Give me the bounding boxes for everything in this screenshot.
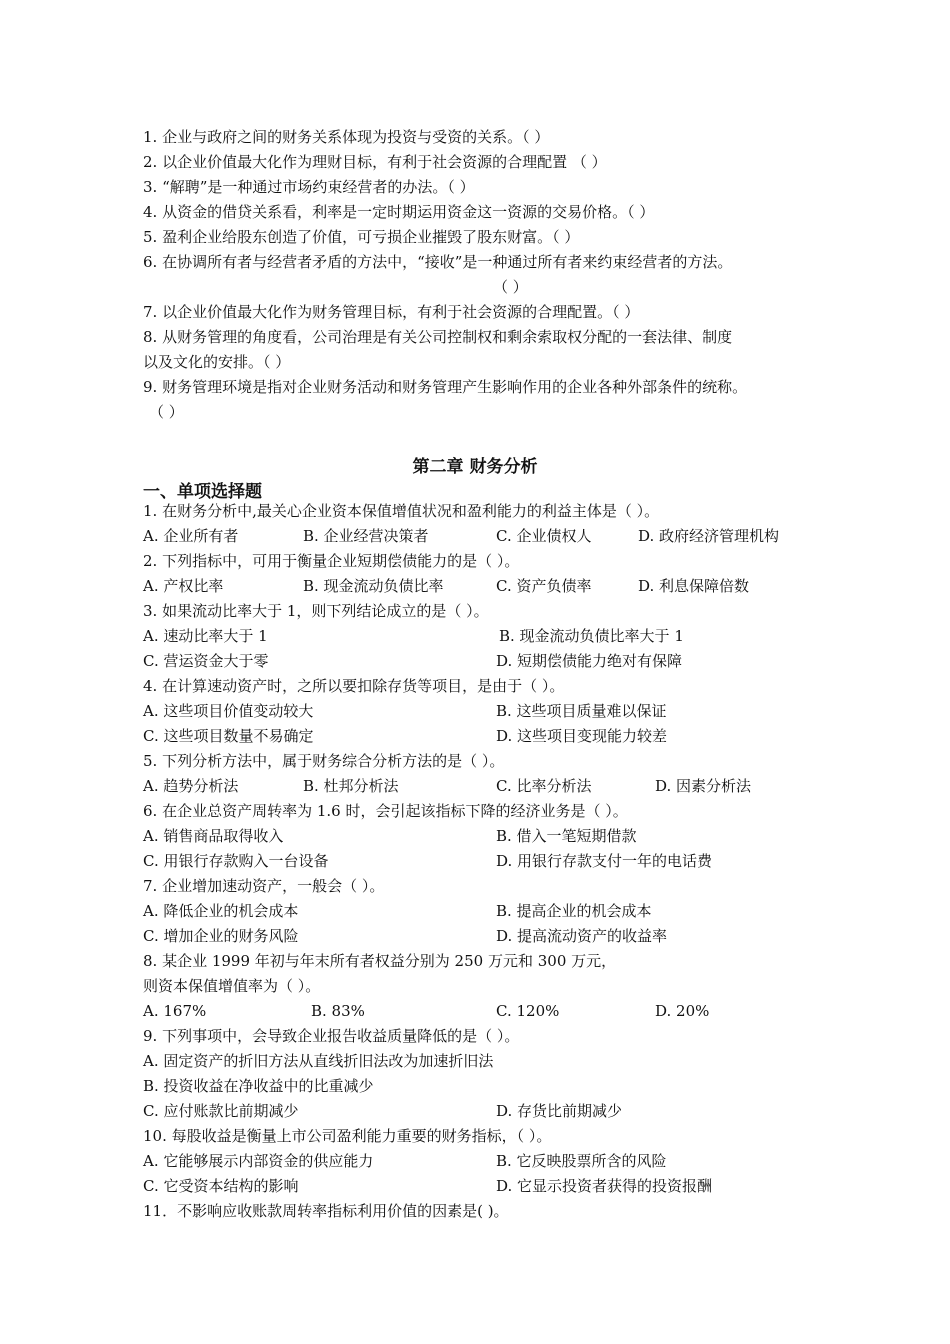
question-6: 6. 在企业总资产周转率为 1.6 时，会引起该指标下降的经济业务是（ ）。 [143,802,628,820]
q8-option-d: D. 20% [655,1002,710,1020]
q3-option-c: C. 营运资金大于零 [143,652,269,670]
q5-option-c: C. 比率分析法 [496,777,592,795]
q7-option-d: D. 提高流动资产的收益率 [496,927,668,945]
judge-item-1: 1. 企业与政府之间的财务关系体现为投资与受资的关系。（ ） [143,128,550,146]
q2-option-a: A. 产权比率 [143,577,224,595]
q4-option-d: D. 这些项目变现能力较差 [496,727,668,745]
judge-item-5: 5. 盈利企业给股东创造了价值，可亏损企业摧毁了股东财富。（ ） [143,228,580,246]
judge-item-2: 2. 以企业价值最大化作为理财目标，有利于社会资源的合理配置 （ ） [143,153,607,171]
q6-option-a: A. 销售商品取得收入 [143,827,284,845]
q5-option-d: D. 因素分析法 [655,777,752,795]
q8-option-a: A. 167% [143,1002,207,1020]
q10-option-a: A. 它能够展示内部资金的供应能力 [143,1152,374,1170]
question-3: 3. 如果流动比率大于 1，则下列结论成立的是（ ）。 [143,602,489,620]
q4-option-b: B. 这些项目质量难以保证 [496,702,667,720]
judge-item-6-blank: （ ） [493,278,528,296]
question-8: 8. 某企业 1999 年初与年末所有者权益分别为 250 万元和 300 万元， [143,952,617,970]
q9-option-a: A. 固定资产的折旧方法从直线折旧法改为加速折旧法 [143,1052,494,1070]
q8-option-b: B. 83% [311,1002,365,1020]
q6-option-d: D. 用银行存款支付一年的电话费 [496,852,713,870]
question-11: 11．不影响应收账款周转率指标利用价值的因素是( )。 [143,1202,509,1220]
q5-option-a: A. 趋势分析法 [143,777,239,795]
q5-option-b: B. 杜邦分析法 [303,777,399,795]
q8-option-c: C. 120% [496,1002,560,1020]
q7-option-c: C. 增加企业的财务风险 [143,927,299,945]
section-title: 一、单项选择题 [143,482,262,502]
q4-option-c: C. 这些项目数量不易确定 [143,727,314,745]
question-10: 10. 每股收益是衡量上市公司盈利能力重要的财务指标，（ ）。 [143,1127,552,1145]
q2-option-c: C. 资产负债率 [496,577,592,595]
q1-option-b: B. 企业经营决策者 [303,527,429,545]
q1-option-c: C. 企业债权人 [496,527,592,545]
q4-option-a: A. 这些项目价值变动较大 [143,702,314,720]
question-7: 7. 企业增加速动资产，一般会（ ）。 [143,877,385,895]
question-5: 5. 下列分析方法中，属于财务综合分析方法的是（ ）。 [143,752,505,770]
judge-item-6: 6. 在协调所有者与经营者矛盾的方法中，“接收”是一种通过所有者来约束经营者的方法。 [143,253,733,271]
q10-option-d: D. 它显示投资者获得的投资报酬 [496,1177,713,1195]
q10-option-b: B. 它反映股票所含的风险 [496,1152,667,1170]
chapter-title: 第二章 财务分析 [412,457,538,477]
question-8-cont: 则资本保值增值率为（ ）。 [143,977,321,995]
q6-option-b: B. 借入一笔短期借款 [496,827,637,845]
judge-item-8-cont: 以及文化的安排。（ ） [143,353,291,371]
q3-option-d: D. 短期偿债能力绝对有保障 [496,652,683,670]
judge-item-7: 7. 以企业价值最大化作为财务管理目标，有利于社会资源的合理配置。（ ） [143,303,640,321]
question-9: 9. 下列事项中，会导致企业报告收益质量降低的是（ ）。 [143,1027,520,1045]
q9-option-b: B. 投资收益在净收益中的比重减少 [143,1077,374,1095]
question-2: 2. 下列指标中，可用于衡量企业短期偿债能力的是（ ）。 [143,552,520,570]
judge-item-4: 4. 从资金的借贷关系看，利率是一定时期运用资金这一资源的交易价格。（ ） [143,203,655,221]
judge-item-9: 9. 财务管理环境是指对企业财务活动和财务管理产生影响作用的企业各种外部条件的统称。 [143,378,748,396]
q9-option-d: D. 存货比前期减少 [496,1102,623,1120]
q2-option-d: D. 利息保障倍数 [638,577,750,595]
q7-option-a: A. 降低企业的机会成本 [143,902,299,920]
judge-item-8: 8. 从财务管理的角度看，公司治理是有关公司控制权和剩余索取权分配的一套法律、制度 [143,328,733,346]
q1-option-d: D. 政府经济管理机构 [638,527,780,545]
q3-option-b: B. 现金流动负债比率大于 1 [499,627,684,645]
q1-option-a: A. 企业所有者 [143,527,239,545]
q7-option-b: B. 提高企业的机会成本 [496,902,652,920]
question-1: 1. 在财务分析中,最关心企业资本保值增值状况和盈利能力的利益主体是（ ）。 [143,502,660,520]
q3-option-a: A. 速动比率大于 1 [143,627,268,645]
q9-option-c: C. 应付账款比前期减少 [143,1102,299,1120]
judge-item-3: 3. “解聘”是一种通过市场约束经营者的办法。（ ） [143,178,475,196]
q10-option-c: C. 它受资本结构的影响 [143,1177,299,1195]
question-4: 4. 在计算速动资产时，之所以要扣除存货等项目，是由于（ ）。 [143,677,565,695]
q2-option-b: B. 现金流动负债比率 [303,577,444,595]
q6-option-c: C. 用银行存款购入一台设备 [143,852,329,870]
judge-item-9-blank: （ ） [149,403,184,421]
